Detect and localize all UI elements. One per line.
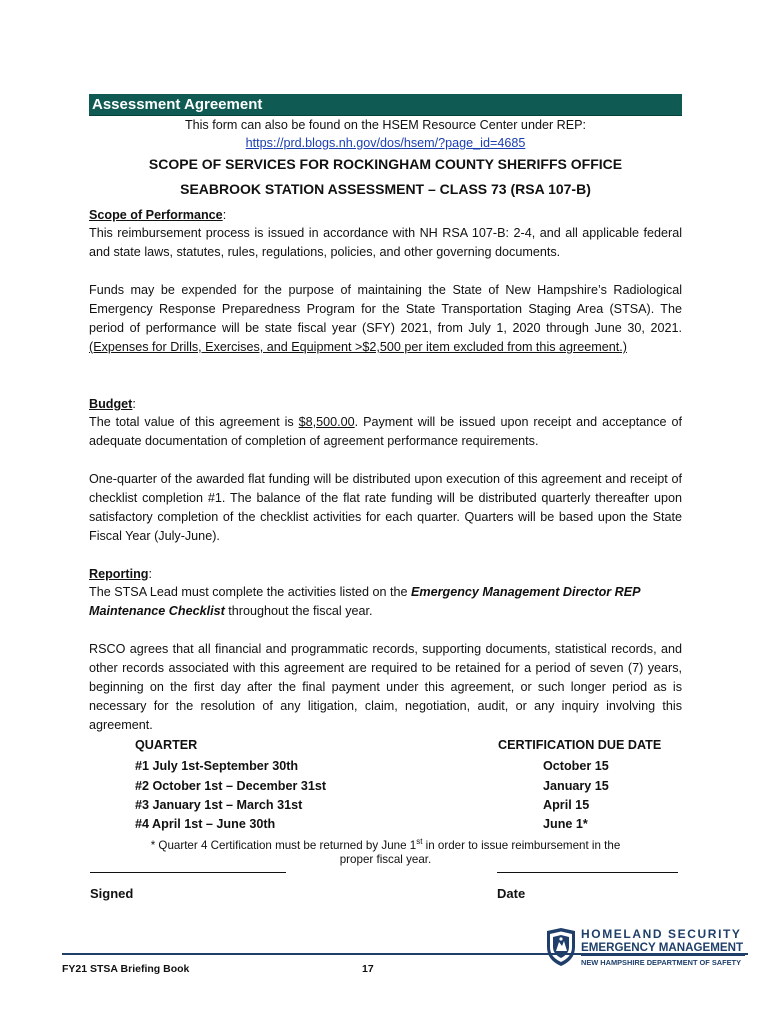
logo-line-2: EMERGENCY MANAGEMENT <box>581 941 744 954</box>
reporting-paragraph-1 <box>89 583 682 621</box>
quarter-row-2: #2 October 1st – December 31st <box>135 779 327 793</box>
signed-label: Signed <box>90 886 134 901</box>
budget-paragraph-1-start: The total value of this agreement is <box>89 415 299 429</box>
reporting-heading-text: Reporting <box>89 567 149 581</box>
budget-paragraph-2: One-quarter of the awarded flat funding will be distributed upon execution of this agreement and receipt of checklist completion #1. The balance of the flat rate funding will be distributed quarterly thereafter upon satisfactory completion of the checklist activities for each quarter. Quarters will be based upon the State Fiscal Year (July-June). <box>89 472 682 543</box>
resource-center-link[interactable]: https://prd.blogs.nh.gov/dos/hsem/?page_id=4685 <box>245 136 526 150</box>
scope-heading <box>89 206 682 225</box>
reporting-heading <box>89 565 682 584</box>
footer-rule <box>62 953 748 955</box>
document-title-line1: SCOPE OF SERVICES FOR ROCKINGHAM COUNTY SHERIFFS OFFICE <box>148 156 623 172</box>
scope-exclusion-note: (Expenses for Drills, Exercises, and Equipment >$2,500 per item excluded from this agreement.) <box>89 340 627 354</box>
reporting-paragraph-1-start: The STSA Lead must complete the activities listed on the <box>89 585 412 599</box>
section-title: Assessment Agreement <box>92 96 263 113</box>
budget-amount: $8,500.00 <box>298 415 355 429</box>
logo-line-3: NEW HAMPSHIRE DEPARTMENT OF SAFETY <box>581 958 741 967</box>
reporting-paragraph-2: RSCO agrees that all financial and programmatic records, supporting documents, statistical records, and other records associated with this agreement are required to be retained for a period of seven (7) years, beginning on the first day after the final payment under this agreement, or such longer period as is necessary for the resolution of any litigation, claim, negotiation, audit, or any inquiry involving this agreement. <box>89 642 682 732</box>
quarter-row-1: #1 July 1st-September 30th <box>135 759 299 773</box>
quarter-row-3: #3 January 1st – March 31st <box>135 798 303 812</box>
scope-paragraph-2-text: Funds may be expended for the purpose of maintaining the State of New Hampshire’s Radiological Emergency Response Preparedness Program for the State Transportation Staging Area (STSA). The period of performance will be state fiscal year (SFY) 2021, from July 1, 2020 through June 30, 2021. <box>89 283 682 335</box>
scope-paragraph-2 <box>89 281 682 357</box>
due-date-row-1: October 15 <box>543 759 609 773</box>
page-number: 17 <box>362 963 374 975</box>
scope-heading-colon: : <box>222 208 227 222</box>
quarter-4-note-line2: proper fiscal year. <box>339 853 432 866</box>
section-header-band <box>89 94 682 116</box>
note-end: in order to issue reimbursement in the <box>422 838 621 852</box>
due-date-row-2: January 15 <box>543 779 609 793</box>
due-date-row-4: June 1* <box>543 817 588 831</box>
footer-book-title: FY21 STSA Briefing Book <box>62 963 190 975</box>
checklist-name: Emergency Management Director REP Maintenance Checklist <box>89 585 641 618</box>
signature-line <box>90 872 286 874</box>
scope-paragraph-1: This reimbursement process is issued in accordance with NH RSA 107-B: 2-4, and all applicable federal and state laws, statutes, rules, regulations, policies, and other governing documents. <box>89 226 682 259</box>
budget-paragraph-1 <box>89 413 682 451</box>
date-line <box>497 872 678 874</box>
budget-heading-text: Budget <box>89 397 133 411</box>
due-date-column-header: CERTIFICATION DUE DATE <box>498 738 662 752</box>
document-title-line2: SEABROOK STATION ASSESSMENT – CLASS 73 (RSA 107-B) <box>180 181 591 197</box>
budget-heading <box>89 395 682 414</box>
hsem-logo <box>545 927 745 971</box>
logo-line-1: HOMELAND SECURITY <box>581 927 742 941</box>
intro-line: This form can also be found on the HSEM Resource Center under REP: <box>184 118 587 132</box>
note-superscript: st <box>416 837 423 846</box>
note-start: * Quarter 4 Certification must be returned by June 1 <box>150 838 417 852</box>
shield-seal-icon <box>545 927 577 967</box>
budget-paragraph-1-end: . Payment will be issued upon receipt and acceptance of adequate documentation of completion of agreement performance requirements. <box>89 415 682 448</box>
budget-heading-colon: : <box>132 397 136 411</box>
quarter-column-header: QUARTER <box>135 738 198 752</box>
date-label: Date <box>497 886 526 901</box>
reporting-paragraph-1-end: throughout the fiscal year. <box>224 604 373 618</box>
logo-divider <box>581 955 745 956</box>
reporting-heading-colon: : <box>148 567 152 581</box>
due-date-row-3: April 15 <box>543 798 590 812</box>
quarter-row-4: #4 April 1st – June 30th <box>135 817 276 831</box>
scope-heading-text: Scope of Performance <box>89 208 223 222</box>
